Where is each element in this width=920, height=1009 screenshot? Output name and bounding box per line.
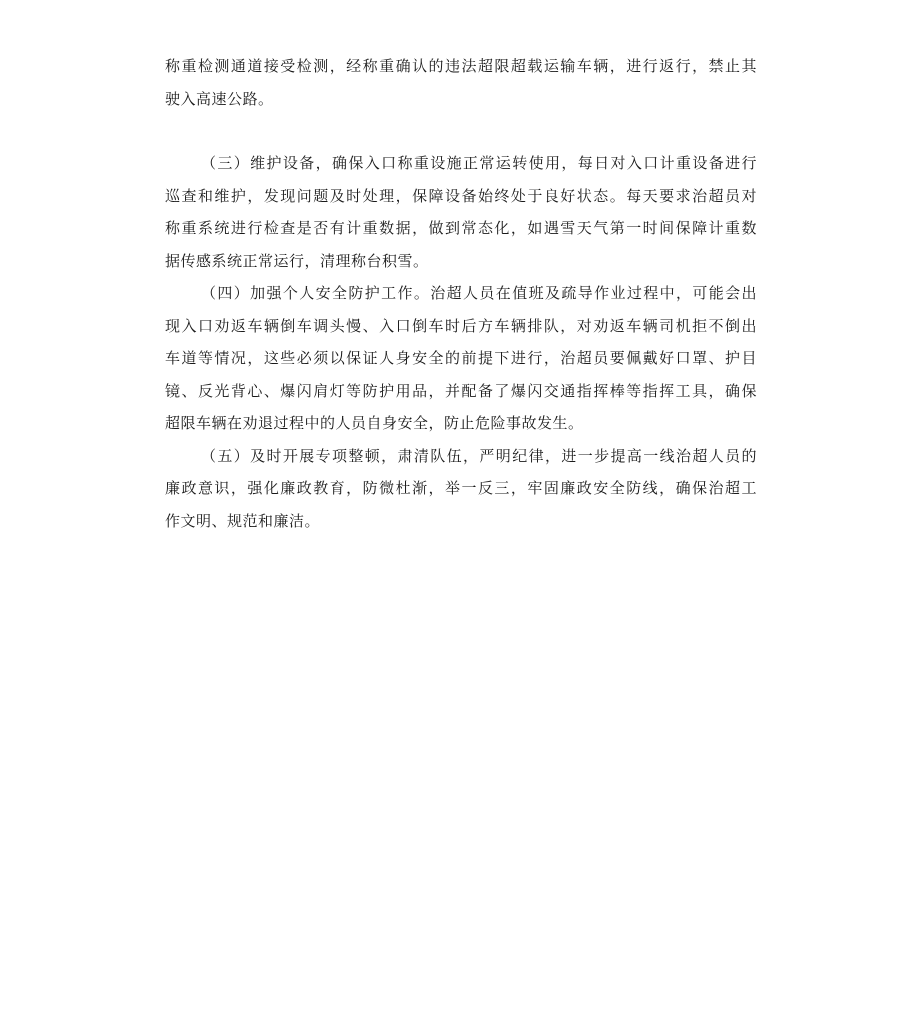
paragraph-gap (165, 115, 757, 147)
text-line: 据传感系统正常运行，清理称台积雪。 (165, 251, 429, 270)
text-line: 驶入高速公路。 (165, 89, 274, 108)
text-line: 巡查和维护，发现问题及时处理，保障设备始终处于良好状态。每天要求治超员对 (165, 186, 757, 205)
text-line: 称重检测通道接受检测，经称重确认的违法超限超载运输车辆，进行返行，禁止其 (165, 57, 757, 75)
text-line: 作文明、规范和廉洁。 (165, 511, 321, 530)
text-line: （五）及时开展专项整顿，肃清队伍，严明纪律，进一步提高一线治超人员的 (201, 446, 757, 465)
text-line: 廉政意识，强化廉政教育，防微杜渐，举一反三，牢固廉政安全防线，确保治超工 (165, 479, 757, 497)
paragraph-weighing-intro (165, 50, 757, 115)
paragraph-5-rectification (165, 440, 757, 538)
paragraph-3-maintain-equipment (165, 147, 757, 277)
text-line: 镜、反光背心、爆闪肩灯等防护用品，并配备了爆闪交通指挥棒等指挥工具，确保 (165, 381, 757, 400)
document-body (165, 50, 757, 537)
paragraph-4-safety-protection (165, 277, 757, 440)
text-line: （四）加强个人安全防护工作。治超人员在值班及疏导作业过程中，可能会出 (201, 284, 757, 302)
text-line: 车道等情况，这些必须以保证人身安全的前提下进行，治超员要佩戴好口罩、护目 (165, 349, 757, 367)
text-line: 现入口劝返车辆倒车调头慢、入口倒车时后方车辆排队，对劝返车辆司机拒不倒出 (165, 316, 757, 335)
text-line: （三）维护设备，确保入口称重设施正常运转使用，每日对入口计重设备进行 (201, 154, 757, 172)
text-line: 称重系统进行检查是否有计重数据，做到常态化，如遇雪天气第一时间保障计重数 (165, 219, 757, 237)
text-line: 超限车辆在劝退过程中的人员自身安全，防止危险事故发生。 (165, 414, 584, 432)
